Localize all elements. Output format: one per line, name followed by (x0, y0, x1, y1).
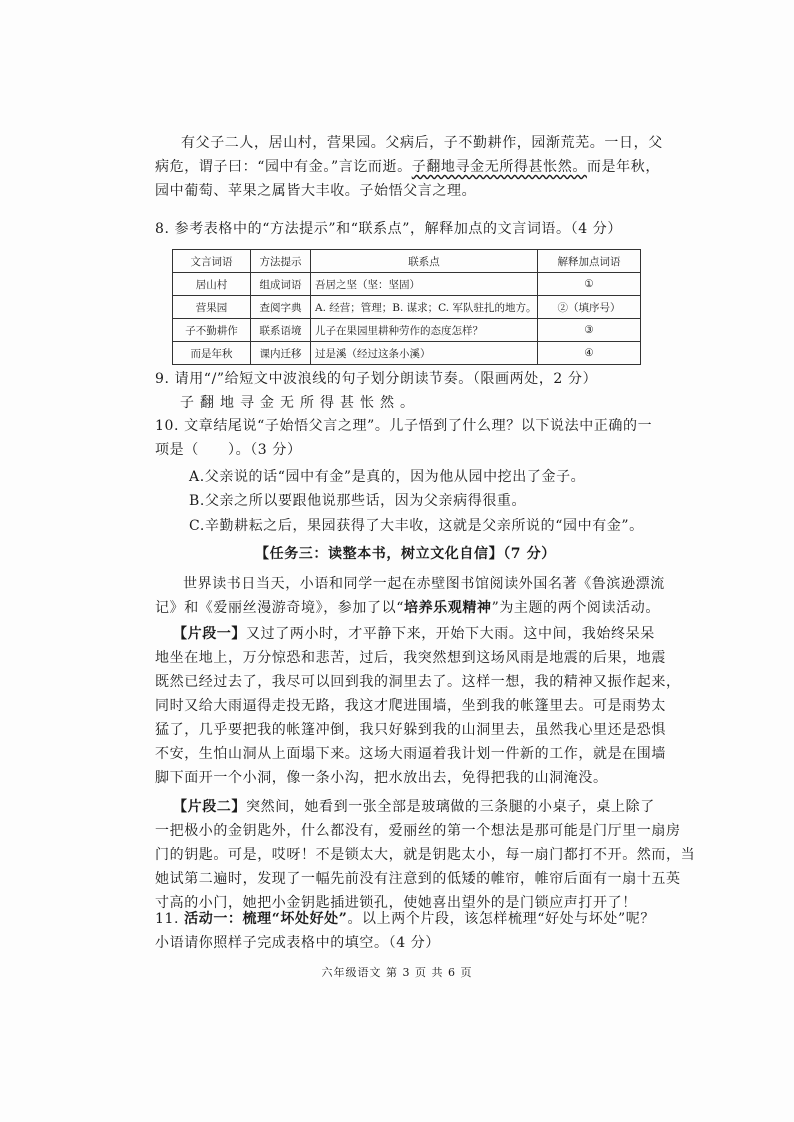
table-header-row (173, 250, 641, 273)
table-header: 联系点 (311, 250, 538, 273)
excerpt-2-label: 【片段二】 (173, 799, 246, 815)
excerpt-2-text: 突然间，她看到一张全部是玻璃做的三条腿的小桌子，桌上除了 (246, 799, 655, 815)
excerpt-1-label: 【片段一】 (173, 626, 246, 642)
question-10-line-1: 10. 文章结尾说“子始悟父言之理”。儿子悟到了什么理？以下说法中正确的一 (155, 418, 653, 434)
task3-intro-2 (155, 598, 660, 618)
table-cell: 吾居之坚（坚：坚固） (311, 273, 538, 296)
table-cell: 组成词语 (251, 273, 311, 296)
excerpt-2-line-5: 寸高的小门，她把小金钥匙插进锁孔，使她喜出望外的是门锁应声打开了！ (155, 895, 637, 911)
excerpt-2-line-4: 她试第二遍时，发现了一幅先前没有注意到的低矮的帷帘，帷帘后面有一扇十五英 (155, 871, 681, 887)
table-header: 文言词语 (173, 250, 251, 273)
rhythm-sentence[interactable]: 子翻地寻金无所得甚怅然。 (180, 395, 420, 411)
excerpt-1-line-6: 不安，生怕山洞从上面塌下来。这场大雨逼着我计划一件新的工作，就是在围墙 (155, 746, 666, 762)
story-line-2-end: 而是年秋， (586, 159, 660, 175)
table-row (173, 319, 641, 342)
answer-blank[interactable]: ① (538, 273, 641, 296)
excerpt-1-line-4: 同时又给大雨逼得走投无路，我这才爬进围墙，坐到我的帐篷里去。可是雨势太 (155, 698, 666, 714)
table-cell: 儿子在果园里耕种劳作的态度怎样？ (311, 319, 538, 342)
table-cell: A. 经营；管理；B. 谋求；C. 军队驻扎的地方。 (311, 296, 538, 319)
answer-blank[interactable]: ④ (538, 342, 641, 365)
task3-intro-2-end: ”为主题的两个阅读活动。 (491, 600, 660, 616)
table-header: 方法提示 (251, 250, 311, 273)
excerpt-1-line-2: 地坐在地上，万分惊恐和悲苦，过后，我突然想到这场风雨是地震的后果，地震 (155, 650, 666, 666)
option-c[interactable]: C.辛勤耕耘之后，果园获得了大丰收，这就是父亲所说的“园中有金”。 (189, 518, 644, 534)
excerpt-1-line-7: 脚下面开一个小洞，像一条小沟，把水放出去，免得把我的山洞淹没。 (155, 770, 608, 786)
question-10-line-2: 项是（ ）。（3 分） (155, 442, 302, 458)
table-cell: 营果园 (173, 296, 251, 319)
table-row (173, 273, 641, 296)
activity-theme: 培养乐观精神 (403, 600, 492, 616)
wavy-sentence: 子翻地寻金无所得甚怅然。 (411, 159, 587, 175)
method-table (172, 249, 641, 365)
excerpt-1-line-5: 猛了，几乎要把我的帐篷冲倒，我只好躲到我的山洞里去，虽然我心里还是恐惧 (155, 722, 666, 738)
option-b[interactable]: B.父亲之所以要跟他说那些话，因为父亲病得很重。 (189, 493, 527, 509)
option-a[interactable]: A.父亲说的话“园中有金”是真的，因为他从园中挖出了金子。 (189, 469, 586, 485)
question-8: 8. 参考表格中的“方法提示”和“联系点”，解释加点的文言词语。（4 分） (155, 221, 622, 237)
table-cell: 而是年秋 (173, 342, 251, 365)
excerpt-1-text: 又过了两小时，才平静下来，开始下大雨。这中间，我始终呆呆 (246, 626, 655, 642)
story-line-2 (155, 157, 660, 177)
task3-intro-1: 世界读书日当天，小语和同学一起在赤壁图书馆阅读外国名著《鲁滨逊漂流 (183, 576, 665, 592)
excerpt-1-line-1 (173, 624, 655, 644)
story-line-1: 有父子二人，居山村，营果园。父病后，子不勤耕作，园渐荒芜。一日，父 (181, 135, 663, 151)
table-row (173, 296, 641, 319)
answer-blank[interactable]: ③ (538, 319, 641, 342)
table-cell: 过是溪（经过这条小溪） (311, 342, 538, 365)
question-11-text: 。以上两个片段，该怎样梳理“好处与坏处”呢？ (347, 911, 655, 927)
table-cell: 查阅字典 (251, 296, 311, 319)
table-cell: 居山村 (173, 273, 251, 296)
table-cell: 联系语境 (251, 319, 311, 342)
question-9: 9. 请用“/”给短文中波浪线的句子划分朗读节奏。（限画两处，2 分） (155, 371, 598, 387)
excerpt-1-line-3: 既然已经过去了，我尽可以回到我的洞里去了。这样一想，我的精神又振作起来， (155, 674, 681, 690)
page-footer: 六年级语文 第 3 页 共 6 页 (321, 966, 473, 979)
table-cell: 子不勤耕作 (173, 319, 251, 342)
question-11-number: 11. (155, 911, 185, 927)
table-cell: 课内迁移 (251, 342, 311, 365)
excerpt-2-line-3: 门的钥匙。可是，哎呀！不是锁太大，就是钥匙太小，每一扇门都打不开。然而，当 (155, 847, 696, 863)
question-11-line-1 (155, 909, 655, 929)
story-line-2-start: 病危，谓子曰：“园中有金。”言讫而逝。 (155, 159, 412, 175)
table-row (173, 342, 641, 365)
activity-one-title: 活动一：梳理“坏处好处” (184, 911, 348, 927)
excerpt-2-line-2: 一把极小的金钥匙外，什么都没有，爱丽丝的第一个想法是那可能是门厅里一扇房 (155, 823, 681, 839)
story-line-3: 园中葡萄、苹果之属皆大丰收。子始悟父言之理。 (155, 183, 477, 199)
task3-heading: 【任务三：读整本书，树立文化自信】（7 分） (255, 546, 556, 562)
excerpt-2-line-1 (173, 797, 655, 817)
task3-intro-2-start: 记》和《爱丽丝漫游奇境》，参加了以“ (155, 600, 404, 616)
table-header: 解释加点词语 (538, 250, 641, 273)
question-11-line-2: 小语请你照样子完成表格中的填空。（4 分） (155, 935, 440, 951)
answer-blank[interactable]: ②（填序号） (538, 296, 641, 319)
